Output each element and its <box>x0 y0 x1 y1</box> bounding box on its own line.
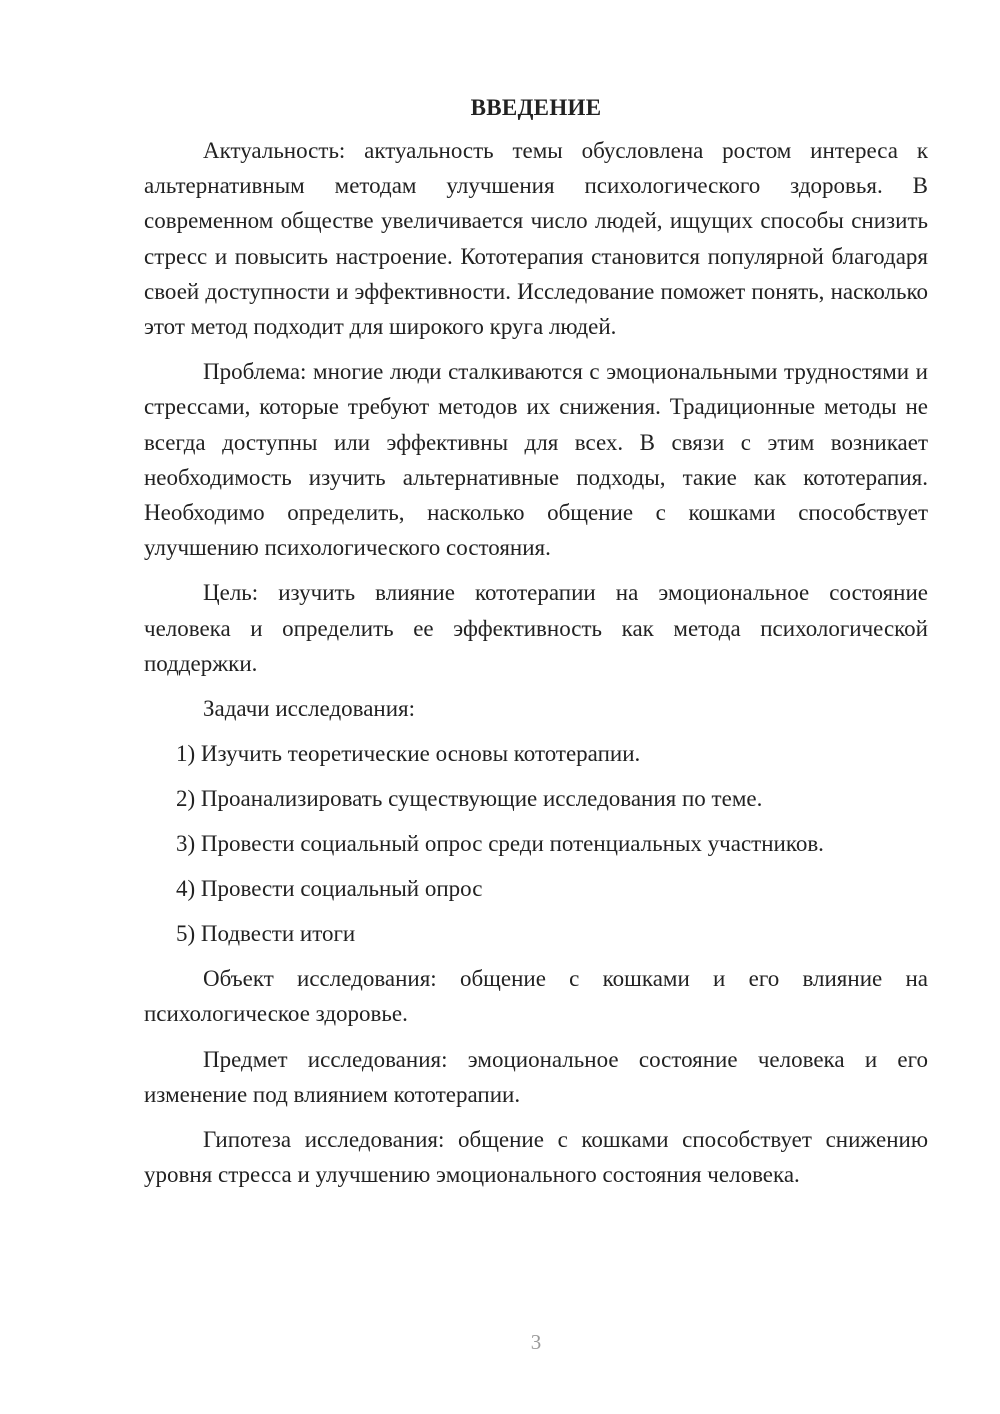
paragraph-object: Объект исследования: общение с кошками и его влияние на психологическое здоровье. <box>144 966 928 1027</box>
paragraph-problem: Проблема: многие люди сталкиваются с эмоциональными трудностями и стрессами, которые требуют методов их снижения. Традиционные методы не всегда доступны или эффективны для всех. В связи с этим возникает необходимость изучить альтернативные подходы, такие как кототерапия. Необходимо определить, насколько общение с кошками способствует улучшению психологического состояния. <box>144 359 928 561</box>
paragraph-relevance: Актуальность: актуальность темы обусловлена ростом интереса к альтернативным методам улучшения психологического здоровья. В современном обществе увеличивается число людей, ищущих способы снизить стресс и повысить настроение. Кототерапия становится популярной благодаря своей доступности и эффективности. Исследование поможет понять, насколько этот метод подходит для широкого круга людей. <box>144 138 928 340</box>
task-item: 2) Проанализировать существующие исследования по теме. <box>176 786 763 812</box>
task-item: 5) Подвести итоги <box>176 921 356 947</box>
paragraph-subject: Предмет исследования: эмоциональное состояние человека и его изменение под влиянием кототерапии. <box>144 1046 928 1107</box>
document-page <box>144 90 928 1202</box>
task-item: 1) Изучить теоретические основы кототерапии. <box>176 741 641 767</box>
paragraph-goal: Цель: изучить влияние кототерапии на эмоциональное состояние человека и определить ее эффективность как метода психологической поддержки. <box>144 580 928 676</box>
tasks-heading: Задачи исследования: <box>203 696 416 722</box>
task-item: 4) Провести социальный опрос <box>176 876 483 902</box>
page-number: 3 <box>530 1330 542 1354</box>
section-heading: ВВЕДЕНИЕ <box>470 95 602 120</box>
task-item: 3) Провести социальный опрос среди потенциальных участников. <box>176 831 824 857</box>
paragraph-hypothesis: Гипотеза исследования: общение с кошками способствует снижению уровня стресса и улучшению эмоционального состояния человека. <box>144 1127 928 1188</box>
